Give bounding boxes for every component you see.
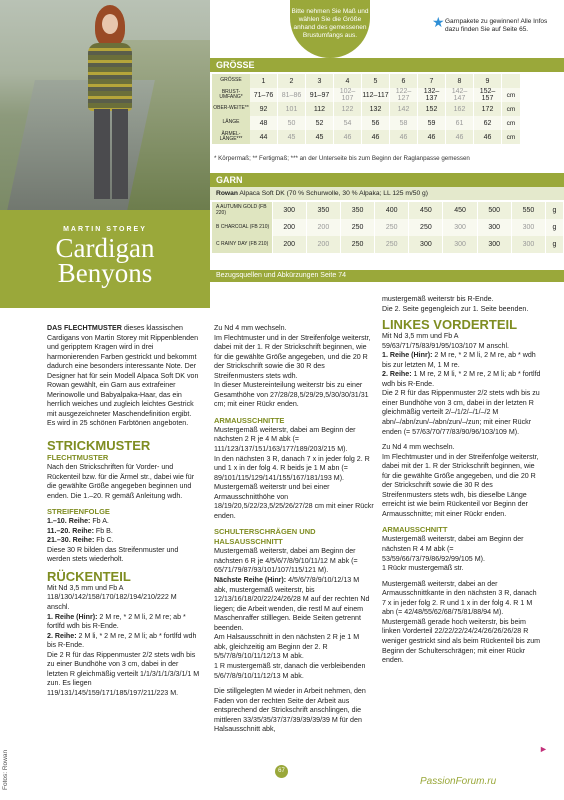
size-table-cell: 7 [418, 74, 446, 88]
yarn-table-cell: 300 [443, 219, 477, 236]
size-table-row [212, 102, 520, 116]
stripe-1-text: Fb A. [90, 517, 109, 526]
yarn-table-cell: 400 [375, 202, 409, 219]
star-icon: ★ [432, 14, 445, 30]
left-arm-bind-off: Mustergemäß weiterstr, dabei am Beginn der nächsten R 4 M abk (= 53/59/66/73/79/86/92/99/105 M). [382, 535, 524, 563]
size-table-cell: 8 [446, 74, 474, 88]
size-heading: GRÖSSE [210, 58, 564, 72]
yarn-table [212, 202, 564, 253]
arm-height: Mustergemäß weiterstr und bei einer Armausschnitthöhe von 18/19/20,5/22/23,5/25/26/27/28 cm mit einer Rückr enden. [214, 483, 374, 520]
watermark: PassionForum.ru [420, 776, 497, 787]
size-table-cell: 54 [334, 116, 362, 130]
size-footnote: * Körpermaß; ** Fertigmaß; *** an der Unterseite bis zum Beginn der Raglanpasse gemessen [214, 155, 470, 162]
size-table-cell: 172 [474, 102, 502, 116]
size-table-label: ÄRMEL-LÄNGE*** [212, 130, 250, 144]
size-table-cell: 9 [474, 74, 502, 88]
pattern-height: In dieser Mustereinteilung weiterstr bis zu einer Gesamthöhe von 27/28/28,5/29/29,5/30/30/31/31 cm; mit einer Rückr enden. [214, 381, 369, 409]
back-row-2-lead: 2. Reihe: [47, 631, 77, 640]
size-table-cell: 46 [474, 130, 502, 144]
left-row-1-lead: 1. Reihe (Hinr): [382, 351, 433, 360]
size-table-cell: 162 [446, 102, 474, 116]
left-cast-on: Mit Nd 3,5 mm und Fb A 59/63/71/75/83/91/95/103/107 M anschl. [382, 332, 509, 350]
title-line-2: Benyons [57, 258, 153, 288]
heading-linkes-vorderteil: LINKES VORDERTEIL [382, 317, 518, 333]
stripe-text: Diese 30 R bilden das Streifenmuster und werden stets wiederholt. [47, 545, 179, 564]
pattern-continue: Im Flechtmuster und in der Streifenfolge weiterstr, dabei mit der 1. R der Strickschrift beginnen, wie für die gewählte Größe angegeben, und die 20 R der Strickschrift sowie die 30 R des Streifenmusters stets wdh. [214, 333, 371, 380]
size-table-cell: 62 [474, 116, 502, 130]
size-table-label: BRUST-UMFANG* [212, 88, 250, 102]
column-3 [382, 295, 542, 666]
left-row-1 [382, 351, 542, 370]
size-table-unit: cm [502, 116, 521, 130]
final-bind-off: 1 R mustergemäß str, danach die verbleibenden 5/6/7/8/9/10/11/12/13 M abk. [214, 661, 366, 680]
yarn-table-cell: 300 [511, 219, 545, 236]
stripe-2-lead: 11.–20. Reihe: [47, 526, 94, 535]
heading-schulter: SCHULTERSCHRÄGEN UND HALSAUSSCHNITT [214, 527, 316, 547]
size-table-cell: 5 [362, 74, 390, 88]
size-table-cell: 101 [278, 102, 306, 116]
yarn-table-row [212, 202, 564, 219]
size-table-label: LÄNGE [212, 116, 250, 130]
yarn-table-cell: 300 [511, 236, 545, 253]
next-row-text: 4/5/6/7/8/9/10/12/13 M abk, mustergemäß weiterstr, bis 12/13/16/18/20/22/24/26/28 M auf der rechten Nd liegen; die Arbeit wenden, die restl M auf einem Maschenraffer stilllegen. Beide Seiten getrennt beenden. [214, 576, 370, 632]
size-table-label: GRÖSSE [212, 74, 250, 88]
left-needle-change: Zu Nd 4 mm wechseln. [382, 443, 455, 452]
hero-photo [0, 0, 210, 210]
heading-armausschnitt: ARMAUSSCHNITT [382, 525, 448, 535]
heading-flechtmuster: FLECHTMUSTER [47, 453, 109, 463]
size-table-cell: 142–147 [446, 88, 474, 102]
size-table-cell: 46 [390, 130, 418, 144]
yarn-table-unit: g [546, 202, 564, 219]
stripe-1-lead: 1.–10. Reihe: [47, 517, 91, 526]
stripe-2-text: Fb B. [93, 526, 113, 535]
left-wrong-row: 1 Rückr mustergemäß str. [382, 564, 464, 573]
size-table-cell: 132 [362, 102, 390, 116]
yarn-table-cell: 300 [477, 219, 511, 236]
shoulder-bind-off: Mustergemäß weiterstr, dabei am Beginn der nächsten 6 R je 4/5/6/7/8/9/10/11/12 M abk (= 65/71/79/87/93/101/107/115/121 M). [214, 547, 358, 575]
arm-bind-off: Mustergemäß weiterstr, dabei am Beginn der nächsten 2 R je 4 M abk (= 111/123/137/151/163/177/189/203/215 M). [214, 425, 356, 454]
heading-strickmuster: STRICKMUSTER [47, 438, 151, 454]
yarn-table-cell: 300 [477, 236, 511, 253]
next-row [214, 576, 374, 633]
measure-tag: Bitte nehmen Sie Maß und wählen Sie die Größe anhand des gemessenen Brustumfangs aus. [290, 0, 370, 58]
back-row-1 [47, 613, 200, 632]
yarn-spec-text: Alpaca Soft DK (70 % Schurwolle, 30 % Alpaka; LL 125 m/50 g) [237, 190, 429, 197]
size-table-cell: 112–117 [362, 88, 390, 102]
pattern-title [0, 233, 210, 288]
size-table-unit: cm [502, 88, 521, 102]
size-table-label: OBER-WEITE** [212, 102, 250, 116]
yarn-table-cell: 200 [272, 219, 306, 236]
left-row-2 [382, 370, 542, 389]
continue-arrow-icon: ► [539, 744, 548, 754]
size-table-cell: 44 [250, 130, 278, 144]
stripe-row-1 [47, 517, 200, 527]
yarn-table-cell: 500 [477, 202, 511, 219]
yarn-table-cell: 300 [443, 236, 477, 253]
next-row-lead: Nächste Reihe (Hinr): [214, 576, 287, 585]
heading-armausschnitte: ARMAUSSCHNITTE [214, 415, 285, 425]
yarn-table-cell: 550 [511, 202, 545, 219]
size-table-cell: 91–97 [306, 88, 334, 102]
size-table-cell: 59 [418, 116, 446, 130]
held-stitches: Die stillgelegten M wieder in Arbeit nehmen, den Faden von der rechten Seite der Arbeit aus entsprechend der Strickschrift anschlingen, die mittleren 33/35/35/37/37/39/39/39/39 M für den Halsausschnitt abk, [214, 687, 366, 734]
size-table-cell: 152 [418, 102, 446, 116]
gift-note: Garnpakete zu gewinnen! Alle Infos dazu finden Sie auf Seite 65. [445, 18, 548, 33]
size-table-cell: 46 [446, 130, 474, 144]
left-row-2-lead: 2. Reihe: [382, 370, 412, 379]
yarn-table-cell: 300 [409, 236, 443, 253]
left-row-2-text: 1 M re, 2 M li, * 2 M re, 2 M li; ab * fortlfd wdh bis R-Ende. [382, 370, 541, 388]
second-side: Die 2. Seite gegengleich zur 1. Seite beenden. [382, 304, 529, 313]
back-cast-on: Mit Nd 3,5 mm und Fb A 118/130/142/158/170/182/194/210/222 M anschl. [47, 583, 177, 612]
yarn-table-label: A AUTUMN GOLD (FB 220) [212, 202, 272, 219]
yarn-table-unit: g [546, 236, 564, 253]
size-table-cell: 48 [250, 116, 278, 130]
yarn-table-label: C RAINY DAY (FB 210) [212, 236, 272, 253]
yarn-table-cell: 300 [272, 202, 306, 219]
title-line-1: Cardigan [55, 233, 155, 263]
size-table-cell: 112 [306, 102, 334, 116]
size-table-cell: 58 [390, 116, 418, 130]
yarn-table-cell: 450 [443, 202, 477, 219]
column-1 [47, 324, 200, 699]
page-number: 67 [275, 765, 288, 778]
size-table-cell: 2 [278, 74, 306, 88]
flecht-text: Nach den Strickschriften für Vorder- und Rückenteil bzw. für die Ärmel str., dabei wie für die gewählte Größe angegeben beginnen und enden. Die 1.–20. R gemäß Anleitung wdh. [47, 463, 195, 500]
back-row-2-text: 2 M li, * 2 M re, 2 M li; ab * fortlfd wdh bis R-Ende. [47, 631, 197, 650]
size-table-cell: 122 [334, 102, 362, 116]
size-table-cell: 61 [446, 116, 474, 130]
back-row-1-text: 2 M re, * 2 M li, 2 M re; ab * fortlfd wdh bis R-Ende. [47, 612, 186, 631]
yarn-table-cell: 350 [306, 202, 340, 219]
size-table-unit: cm [502, 102, 521, 116]
left-pattern: Im Flechtmuster und in der Streifenfolge weiterstr, dabei mit der 1. R der Strickschrift beginnen, wie für die gewählte Größe angegeben, und die 20 R der Strickschrift sowie die 30 R des Streifenmusters stets wdh, bis dieselbe Länge erreicht ist wie beim Rückenteil vor Beginn der Armausschnitte; mit einer Rückr enden. [382, 452, 539, 518]
yarn-spec [210, 187, 564, 200]
yarn-table-cell: 250 [340, 219, 374, 236]
size-table-cell: 46 [362, 130, 390, 144]
size-table-row [212, 130, 520, 144]
yarn-table-cell: 200 [306, 219, 340, 236]
stripe-row-3 [47, 536, 200, 546]
size-table-cell: 102–107 [334, 88, 362, 102]
heading-rueckenteil: RÜCKENTEIL [47, 568, 131, 584]
back-rib: Die 2 R für das Rippenmuster 2/2 stets wdh bis zu einer Bundhöhe von 3 cm, dabei in der letzten R gleichmäßig verteilt 1/1/3/1/1/3/3/1/1 M zun. Es liegen 119/131/145/159/171/185/197/211/223 M. [47, 650, 200, 697]
stripe-3-lead: 21.–30. Reihe: [47, 536, 95, 545]
yarn-table-unit: g [546, 219, 564, 236]
yarn-table-row [212, 236, 564, 253]
heading-streifenfolge: STREIFENFOLGE [47, 507, 110, 517]
size-table-cell: 122–127 [390, 88, 418, 102]
model-figure [85, 5, 135, 205]
size-table [212, 74, 520, 144]
left-rib: Die 2 R für das Rippenmuster 2/2 stets wdh bis zu einer Bundhöhe von 3 cm, dabei in der letzten R gleichmäßig verteilt 2/–/1/2/–/1/–/2 M abn/–/abn/zun/–/abn/zun/–/zun; mit einer Rückr enden (= 57/63/70/77/83/90/96/103/109 M). [382, 389, 540, 436]
size-table-cell: 45 [306, 130, 334, 144]
yarn-table-cell: 250 [409, 219, 443, 236]
yarn-table-row [212, 219, 564, 236]
size-table-row [212, 88, 520, 102]
size-table-unit: cm [502, 130, 521, 144]
size-table-cell: 152–157 [474, 88, 502, 102]
yarn-table-cell: 250 [340, 236, 374, 253]
size-table-cell: 1 [250, 74, 278, 88]
size-table-cell: 6 [390, 74, 418, 88]
size-table-cell: 46 [334, 130, 362, 144]
size-table-cell: 46 [418, 130, 446, 144]
yarn-table-cell: 450 [409, 202, 443, 219]
yarn-brand: Rowan [216, 190, 238, 197]
size-table-cell: 50 [278, 116, 306, 130]
size-table-cell: 142 [390, 102, 418, 116]
back-row-2 [47, 632, 200, 651]
yarn-table-cell: 200 [272, 236, 306, 253]
intro-lead: DAS FLECHTMUSTER [47, 324, 122, 332]
yarn-table-cell: 350 [340, 202, 374, 219]
back-row-1-lead: 1. Reihe (Hinr): [47, 612, 98, 621]
size-table-cell: 71–76 [250, 88, 278, 102]
size-table-cell: 56 [362, 116, 390, 130]
yarn-table-label: B CHARCOAL (FB 210) [212, 219, 272, 236]
size-table-cell: 45 [278, 130, 306, 144]
intro-text: dieses klassischen Cardigans von Martin Storey mit Rippenblenden und geripptem Kragen wird in drei harmonierenden Farben gestrickt und bekommt dadurch eine besonders interessante Note. Der Designer hat für sein Modell Alpaca Soft DK von Rowan gewählt, ein Garn aus extrafeiner Merinowolle und Babyalpaka-Haar, das ein herrlich weiches und zugleich leichtes Gestrick mit ausgezeichneter Maschendefinition ergibt. Es wird in 25 schönen Farbtönen angeboten. [47, 324, 199, 428]
left-straight: Mustergemäß gerade hoch weiterstr, bis beim linken Vorderteil 22/22/22/24/24/26/26/26/28 R weniger gestrickt sind als beim Rückenteil bis zum Beginn der Schulterschrägen; mit einer Rückr enden. [382, 617, 541, 665]
size-table-unit [502, 74, 521, 88]
left-arm-decrease: Mustergemäß weiterstr, dabei an der Armausschnittkante in den nächsten 3 R, danach 7 x in jeder folg 2. R und 1 x in der folg 4. R 1 M abn (= 42/48/55/62/68/75/81/88/94 M). [382, 579, 537, 617]
size-table-row [212, 74, 520, 88]
stripe-3-text: Fb C. [94, 536, 114, 545]
size-table-cell: 132–137 [418, 88, 446, 102]
yarn-table-cell: 250 [375, 219, 409, 236]
size-table-cell: 92 [250, 102, 278, 116]
size-table-row [212, 116, 520, 130]
photo-credit: Fotos: Rowan [2, 749, 9, 790]
size-table-cell: 4 [334, 74, 362, 88]
sources-bar: Bezugsquellen und Abkürzungen Seite 74 [210, 270, 564, 282]
column-2 [214, 324, 374, 735]
neck-bind-off: Am Halsausschnitt in den nächsten 2 R je 1 M abk, gleichzeitig am Beginn der 2. R 5/5/7/8/9/10/11/12/13 M abk. [214, 633, 360, 661]
needle-change: Zu Nd 4 mm wechseln. [214, 324, 287, 332]
yarn-heading: GARN [210, 173, 564, 187]
arm-decrease: In den nächsten 3 R, danach 7 x in jeder folg 2. R und 1 x in der folg 4. R beids je 1 M abn (= 89/101/115/129/141/155/167/181/193 M). [214, 454, 370, 482]
continue-to-end: mustergemäß weiterstr bis R-Ende. [382, 295, 494, 303]
size-table-cell: 81–86 [278, 88, 306, 102]
intro-paragraph [47, 324, 200, 429]
yarn-table-cell: 200 [306, 236, 340, 253]
left-row-1-text: 2 M re, * 2 M li, 2 M re, ab * wdh bis zur letzten M, 1 M re. [382, 351, 536, 369]
yarn-table-cell: 250 [375, 236, 409, 253]
size-table-cell: 52 [306, 116, 334, 130]
size-table-cell: 3 [306, 74, 334, 88]
designer-name: MARTIN STOREY [63, 226, 147, 233]
stripe-row-2 [47, 527, 200, 537]
